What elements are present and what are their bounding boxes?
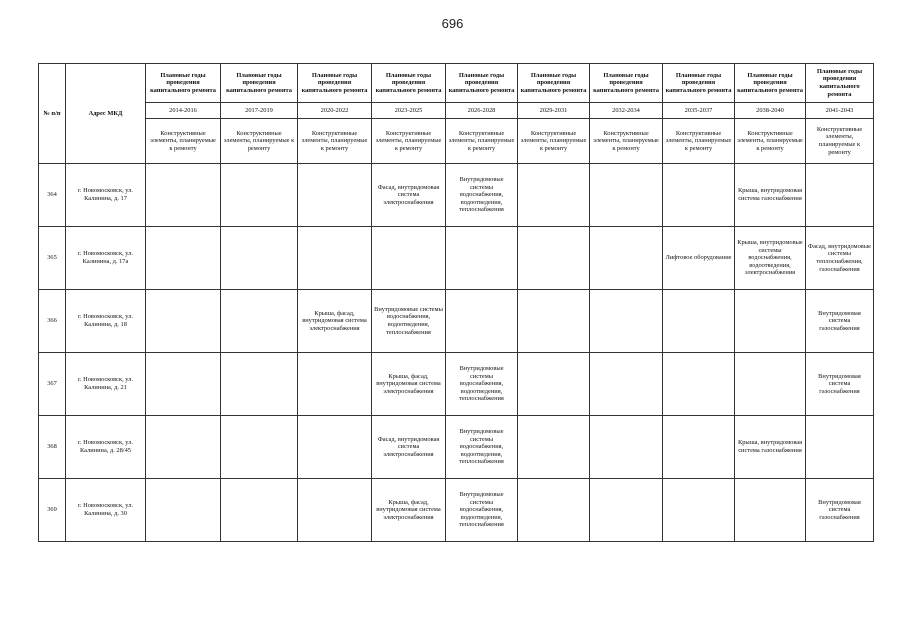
header-years: 2023-2025	[372, 103, 446, 119]
row-cell: Внутридомовые системы водоснабжения, водоотведения, теплоснабжения	[446, 164, 518, 227]
row-cell	[806, 164, 874, 227]
row-cell	[146, 353, 221, 416]
table-row	[39, 227, 874, 290]
header-elements: Конструктивные элементы, планируемые к ремонту	[372, 119, 446, 164]
row-cell	[146, 164, 221, 227]
row-cell: Крыша, фасад, внутридомовая система электроснабжения	[372, 479, 446, 542]
header-years: 2029-2031	[518, 103, 590, 119]
header-plan-label: Плановые годы проведения капитального ремонта	[735, 64, 806, 103]
header-years: 2017-2019	[221, 103, 298, 119]
row-address: г. Новомосковск, ул. Калинина, д. 28/45	[66, 416, 146, 479]
header-plan-label: Плановые годы проведения капитального ремонта	[446, 64, 518, 103]
header-years: 2041-2043	[806, 103, 874, 119]
row-cell	[146, 290, 221, 353]
header-plan-label: Плановые годы проведения капитального ремонта	[590, 64, 663, 103]
header-elements: Конструктивные элементы, планируемые к ремонту	[146, 119, 221, 164]
header-years: 2014-2016	[146, 103, 221, 119]
row-cell	[372, 227, 446, 290]
row-cell	[146, 227, 221, 290]
row-cell: Крыша, внутридомовая система газоснабжения	[735, 164, 806, 227]
row-cell	[221, 416, 298, 479]
header-num: № п/п	[39, 64, 66, 164]
header-plan-label: Плановые годы проведения капитального ремонта	[221, 64, 298, 103]
row-cell	[221, 353, 298, 416]
row-cell	[735, 479, 806, 542]
row-number: 365	[39, 227, 66, 290]
row-cell	[590, 353, 663, 416]
row-cell	[146, 416, 221, 479]
row-cell	[590, 479, 663, 542]
row-cell: Фасад, внутридомовая система электроснабжения	[372, 416, 446, 479]
row-cell	[806, 416, 874, 479]
row-cell	[590, 227, 663, 290]
row-cell	[446, 290, 518, 353]
row-cell	[518, 164, 590, 227]
row-cell	[663, 164, 735, 227]
table-row	[39, 290, 874, 353]
row-cell	[221, 479, 298, 542]
header-elements: Конструктивные элементы, планируемые к ремонту	[221, 119, 298, 164]
header-elements: Конструктивные элементы, планируемые к ремонту	[663, 119, 735, 164]
row-cell	[221, 227, 298, 290]
header-plan-label: Плановые годы проведения капитального ремонта	[298, 64, 372, 103]
row-cell	[518, 416, 590, 479]
header-plan-label: Плановые годы проведения капитального ремонта	[518, 64, 590, 103]
header-plan-label: Плановые годы проведения капитального ремонта	[372, 64, 446, 103]
row-cell	[735, 353, 806, 416]
row-cell: Крыша, фасад, внутридомовая система электроснабжения	[298, 290, 372, 353]
row-cell: Фасад, внутридомовые системы теплоснабжения, газоснабжения	[806, 227, 874, 290]
row-cell	[663, 290, 735, 353]
row-cell: Внутридомовые системы водоснабжения, водоотведения, теплоснабжения	[446, 416, 518, 479]
row-number: 366	[39, 290, 66, 353]
row-cell	[590, 416, 663, 479]
header-address: Адрес МКД	[66, 64, 146, 164]
table-row	[39, 353, 874, 416]
row-cell	[590, 164, 663, 227]
row-cell	[446, 227, 518, 290]
row-address: г. Новомосковск, ул. Калинина, д. 21	[66, 353, 146, 416]
row-cell	[146, 479, 221, 542]
header-elements: Конструктивные элементы, планируемые к ремонту	[518, 119, 590, 164]
header-years: 2038-2040	[735, 103, 806, 119]
row-cell	[298, 479, 372, 542]
row-cell: Внутридомовая система газоснабжения	[806, 290, 874, 353]
row-cell	[518, 290, 590, 353]
header-years: 2026-2028	[446, 103, 518, 119]
row-cell	[298, 416, 372, 479]
row-cell: Крыша, фасад, внутридомовая система электроснабжения	[372, 353, 446, 416]
row-cell: Лифтовое оборудование	[663, 227, 735, 290]
row-cell: Внутридомовые системы водоснабжения, водоотведения, теплоснабжения	[446, 353, 518, 416]
header-elements: Конструктивные элементы, планируемые к ремонту	[298, 119, 372, 164]
header-plan-label: Плановые годы проведения капитального ремонта	[146, 64, 221, 103]
row-cell	[518, 353, 590, 416]
row-cell	[298, 353, 372, 416]
row-address: г. Новомосковск, ул. Калинина, д. 17а	[66, 227, 146, 290]
row-cell	[518, 227, 590, 290]
row-address: г. Новомосковск, ул. Калинина, д. 18	[66, 290, 146, 353]
header-plan-label: Плановые годы проведения капитального ремонта	[663, 64, 735, 103]
header-elements: Конструктивные элементы, планируемые к ремонту	[806, 119, 874, 164]
row-number: 368	[39, 416, 66, 479]
table-row	[39, 479, 874, 542]
header-plan-label: Плановые годы проведения капитального ремонта	[806, 64, 874, 103]
row-cell: Внутридомовые системы водоснабжения, водоотведения, теплоснабжения	[372, 290, 446, 353]
row-cell	[590, 290, 663, 353]
row-cell	[298, 227, 372, 290]
row-cell	[518, 479, 590, 542]
header-years: 2020-2022	[298, 103, 372, 119]
row-cell	[298, 164, 372, 227]
row-number: 364	[39, 164, 66, 227]
header-elements: Конструктивные элементы, планируемые к ремонту	[446, 119, 518, 164]
row-cell	[221, 290, 298, 353]
row-cell: Внутридомовая система газоснабжения	[806, 353, 874, 416]
page-number: 696	[441, 16, 464, 31]
row-cell	[735, 290, 806, 353]
table-row	[39, 416, 874, 479]
row-cell: Внутридомовые системы водоснабжения, водоотведения, теплоснабжения	[446, 479, 518, 542]
row-address: г. Новомосковск, ул. Калинина, д. 30	[66, 479, 146, 542]
row-cell: Крыша, внутридомовая система газоснабжения	[735, 416, 806, 479]
table-row	[39, 164, 874, 227]
row-cell	[663, 416, 735, 479]
header-elements: Конструктивные элементы, планируемые к ремонту	[735, 119, 806, 164]
row-number: 369	[39, 479, 66, 542]
row-cell	[663, 353, 735, 416]
capital-repair-table	[38, 63, 874, 542]
row-cell: Внутридомовая система газоснабжения	[806, 479, 874, 542]
row-cell: Фасад, внутридомовая система электроснабжения	[372, 164, 446, 227]
row-cell	[663, 479, 735, 542]
row-cell	[221, 164, 298, 227]
row-cell: Крыша, внутридомовые системы водоснабжения, водоотведения, электроснабжения	[735, 227, 806, 290]
header-years: 2032-2034	[590, 103, 663, 119]
header-elements: Конструктивные элементы, планируемые к ремонту	[590, 119, 663, 164]
header-years: 2035-2037	[663, 103, 735, 119]
row-number: 367	[39, 353, 66, 416]
row-address: г. Новомосковск, ул. Калинина, д. 17	[66, 164, 146, 227]
